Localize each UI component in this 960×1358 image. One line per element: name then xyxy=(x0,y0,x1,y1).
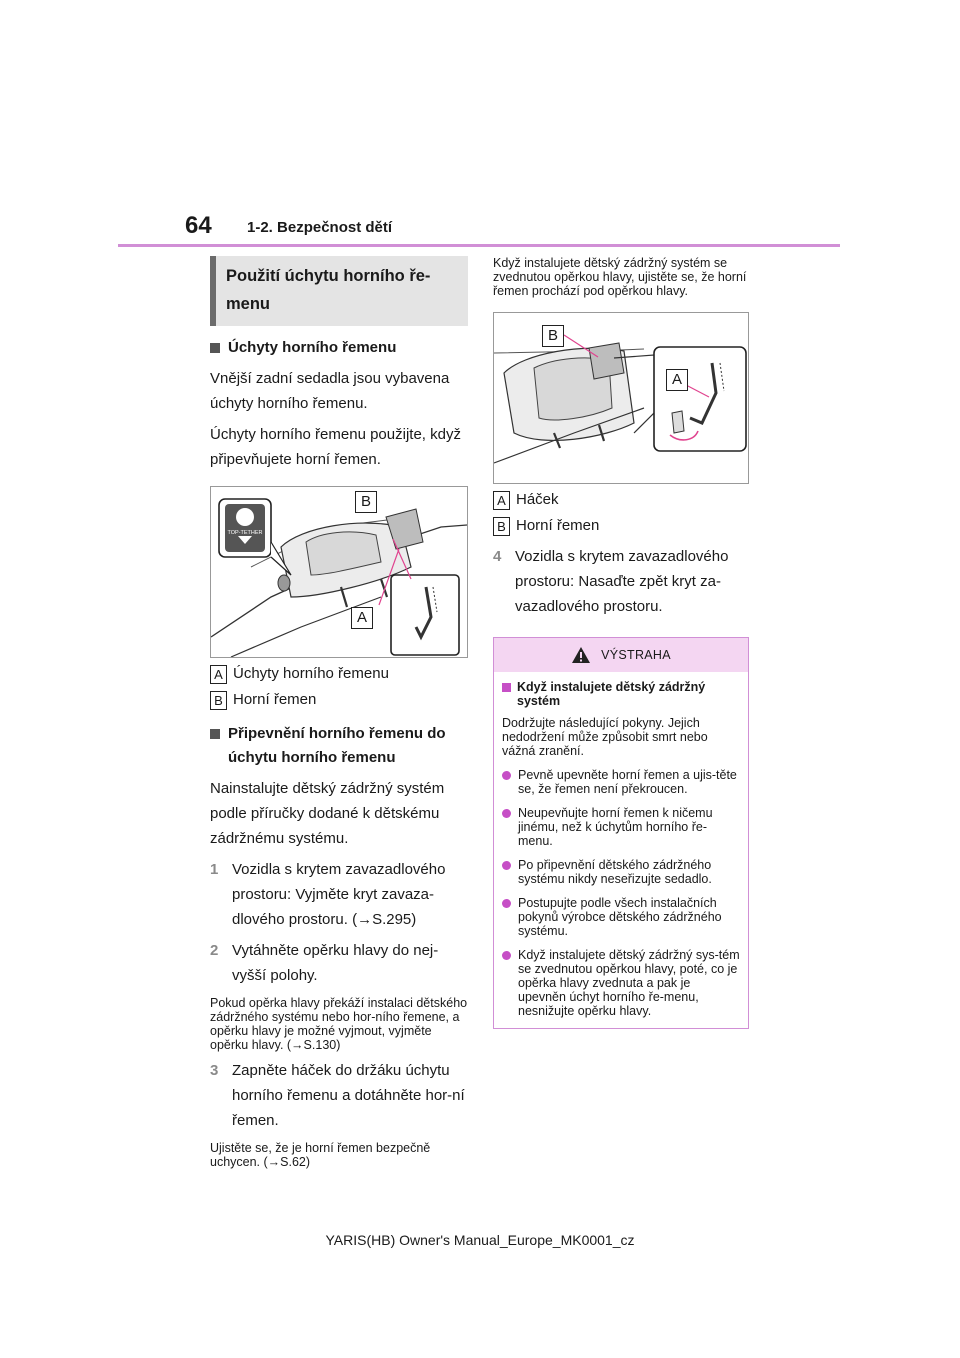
warning-bullet-text: Neupevňujte horní řemen k ničemu jinému, než k úchytům horního ře-menu. xyxy=(518,806,713,848)
warning-bullet-text: Po připevnění dětského zádržného systému nikdy neseřizujte sedadlo. xyxy=(518,858,712,886)
figure-label-b: B xyxy=(355,491,377,513)
left-column xyxy=(210,256,468,1169)
dot-bullet-icon xyxy=(502,951,511,960)
dot-bullet-icon xyxy=(502,809,511,818)
warning-title: VÝSTRAHA xyxy=(601,648,671,662)
step-number: 2 xyxy=(210,942,219,959)
dot-bullet-icon xyxy=(502,899,511,908)
figure-top-tether-anchors xyxy=(210,486,468,658)
legend-key: A xyxy=(210,665,227,684)
footer: YARIS(HB) Owner's Manual_Europe_MK0001_cz xyxy=(325,1232,635,1248)
warning-icon xyxy=(571,646,591,664)
warning-subheading-text: Když instalujete dětský zádržný systém xyxy=(517,680,706,708)
warning-bullet xyxy=(502,896,740,938)
subheading-text: Připevnění horního řemenu do úchytu horního řemenu xyxy=(228,725,446,766)
right-column xyxy=(493,256,749,1029)
note: Ujistěte se, že je horní řemen bezpečně uchycen. (→S.62) xyxy=(210,1141,431,1169)
legend-text: Horní řemen xyxy=(516,517,600,534)
legend-key: B xyxy=(493,517,510,536)
page-number: 64 xyxy=(185,212,212,239)
warning-header xyxy=(494,638,748,672)
legend-item xyxy=(493,488,749,512)
warning-subheading xyxy=(502,680,740,708)
subheading-anchors xyxy=(210,336,468,360)
section-title: 1-2. Bezpečnost dětí xyxy=(247,219,393,236)
subheading-text: Úchyty horního řemenu xyxy=(228,339,397,356)
warning-body xyxy=(494,672,748,1028)
seat-illustration xyxy=(211,487,467,657)
legend-item xyxy=(493,514,749,538)
step-number: 4 xyxy=(493,548,502,565)
step-text: Vytáhněte opěrku hlavy do nej-vyšší polohy. xyxy=(232,942,439,984)
warning-bullet-text: Když instalujete dětský zádržný sys-tém se zvednutou opěrkou hlavy, poté, co je opěrka hlavy zvednuta a pak je upevněn úchyt horního ře-menu, nesnižujte opěrku hlavy. xyxy=(518,948,740,1018)
step-text: Vozidla s krytem zavazadlového prostoru: Vyjměte kryt zavaza-dlového prostoru. (→S.295) xyxy=(232,861,446,928)
step-item xyxy=(493,544,749,619)
step-text: Zapněte háček do držáku úchytu horního řemenu a dotáhněte hor-ní řemen. xyxy=(232,1062,465,1129)
step-item xyxy=(210,938,468,988)
figure-label-b: B xyxy=(542,325,564,347)
legend-item xyxy=(210,662,468,686)
figure-tether-routing xyxy=(493,312,749,484)
dot-bullet-icon xyxy=(502,771,511,780)
step-text: Vozidla s krytem zavazadlového prostoru: Nasaďte zpět kryt za-vazadlového prostoru. xyxy=(515,548,729,615)
subheading-attach xyxy=(210,722,468,770)
note: Pokud opěrka hlavy překáží instalaci dětského zádržného systému nebo hor-ního řemene, a opěrku hlavy je možné vyjmout, vyjměte opěrku hlavy. (→S.130) xyxy=(210,996,468,1052)
legend-text: Horní řemen xyxy=(233,691,317,708)
warning-bullet-text: Postupujte podle všech instalačních pokynů výrobce dětského zádržného systému. xyxy=(518,896,722,938)
square-bullet-icon xyxy=(210,343,220,353)
headrest-illustration xyxy=(494,313,748,483)
warning-bullet xyxy=(502,858,740,886)
warning-intro: Dodržujte následující pokyny. Jejich nedodržení může způsobit smrt nebo vážná zranění. xyxy=(502,716,708,758)
warning-box xyxy=(493,637,749,1029)
step-item xyxy=(210,857,468,932)
dot-bullet-icon xyxy=(502,861,511,870)
warning-bullet xyxy=(502,768,740,796)
legend-key: B xyxy=(210,691,227,710)
paragraph: Vnější zadní sedadla jsou vybavena úchyty horního řemenu. xyxy=(210,370,450,412)
step-item xyxy=(210,1058,468,1133)
square-bullet-icon xyxy=(502,683,511,692)
topic-heading: Použití úchytu horního ře-menu xyxy=(210,256,468,326)
paragraph: Nainstalujte dětský zádržný systém podle příručky dodané k dětskému zádržnému systému. xyxy=(210,780,445,847)
intro-note: Když instalujete dětský zádržný systém se zvednutou opěrkou hlavy, ujistěte se, že horní řemen prochází pod opěrkou hlavy. xyxy=(493,256,747,298)
legend-text: Háček xyxy=(516,491,559,508)
legend-item xyxy=(210,688,468,712)
legend-key: A xyxy=(493,491,510,510)
top-tether-badge-text: TOP-TETHER xyxy=(227,530,263,536)
warning-bullet xyxy=(502,806,740,848)
warning-bullet xyxy=(502,948,740,1018)
figure-label-a: A xyxy=(351,607,373,629)
warning-bullet-text: Pevně upevněte horní řemen a ujis-těte se, že řemen není překroucen. xyxy=(518,768,737,796)
header-divider xyxy=(118,244,840,247)
paragraph: Úchyty horního řemenu použijte, když připevňujete horní řemen. xyxy=(210,426,461,468)
square-bullet-icon xyxy=(210,729,220,739)
step-number: 3 xyxy=(210,1062,219,1079)
step-number: 1 xyxy=(210,861,219,878)
figure-label-a: A xyxy=(666,369,688,391)
legend-text: Úchyty horního řemenu xyxy=(233,665,389,682)
